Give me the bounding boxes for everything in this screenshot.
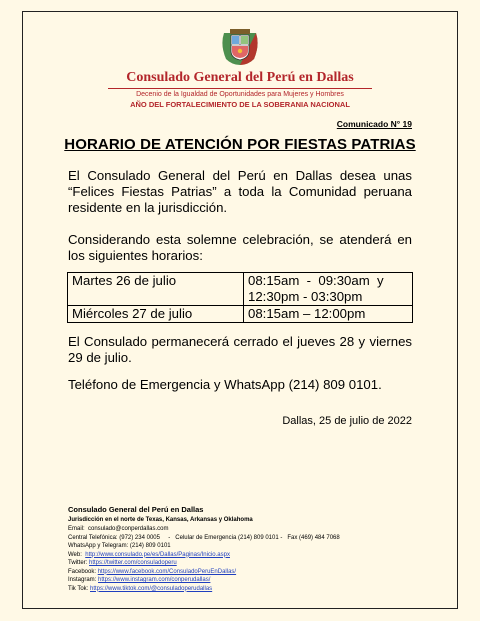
- twitter-link[interactable]: https://twitter.com/consuladoperu: [89, 560, 177, 566]
- hours-line: 12:30pm - 03:30pm: [248, 289, 363, 304]
- footer-whatsapp: WhatsApp y Telegram: (214) 809 0101: [68, 543, 171, 549]
- facebook-label: Facebook:: [68, 568, 98, 575]
- schedule-intro-paragraph: Considerando esta solemne celebración, se atenderá en los siguientes horarios:: [68, 232, 412, 263]
- emergency-phone-paragraph: Teléfono de Emergencia y WhatsApp (214) 809 0101.: [68, 377, 382, 392]
- closure-paragraph: El Consulado permanecerá cerrado el jueves 28 y viernes 29 de julio.: [68, 334, 412, 365]
- footer-email: Email: consulado@conperdallas.com: [68, 526, 169, 532]
- twitter-label: Twitter:: [68, 560, 90, 566]
- schedule-hours: [244, 306, 413, 323]
- consulate-title: Consulado General del Perú en Dallas: [126, 70, 354, 85]
- peru-coat-of-arms-icon: [218, 25, 262, 67]
- header-divider: [108, 88, 372, 89]
- hours-line: 08:15am – 12:00pm: [248, 306, 366, 321]
- document-title: HORARIO DE ATENCIÓN POR FIESTAS PATRIAS: [64, 136, 416, 153]
- footer-instagram: [68, 576, 340, 585]
- footer-jurisdiction: Jurisdicción en el norte de Texas, Kansas, Arkansas y Oklahoma: [68, 517, 253, 523]
- footer-tiktok: [68, 585, 340, 594]
- instagram-link[interactable]: https://www.instagram.com/conperudallas/: [98, 577, 211, 583]
- footer-title: Consulado General del Perú en Dallas: [68, 505, 204, 514]
- web-link[interactable]: http://www.consulado.pe/es/Dallas/Paginas/Inicio.aspx: [85, 551, 230, 558]
- table-row: [68, 273, 413, 306]
- schedule-day: Miércoles 27 de julio: [68, 306, 244, 323]
- table-row: [68, 306, 413, 323]
- footer-phones: Central Telefónica: (972) 234 0005 - Celular de Emergencia (214) 809 0101 - Fax (469) 484 7068: [68, 534, 340, 541]
- schedule-table: [67, 272, 413, 323]
- year-name: AÑO DEL FORTALECIMIENTO DE LA SOBERANIA NACIONAL: [130, 100, 350, 109]
- tiktok-label: Tik Tok:: [68, 585, 91, 592]
- footer-twitter: [68, 559, 340, 568]
- instagram-label: Instagram:: [68, 577, 99, 583]
- greeting-paragraph: El Consulado General del Perú en Dallas desea unas “Felices Fiestas Patrias” a toda la Comunidad peruana residente en la jurisdicción.: [68, 168, 412, 215]
- communique-number: Comunicado N° 19: [336, 119, 412, 129]
- web-label: Web:: [68, 551, 86, 558]
- schedule-hours: [244, 273, 413, 306]
- footer: [68, 504, 340, 593]
- facebook-link[interactable]: https://www.facebook.com/ConsuladoPeruEnDallas/: [97, 568, 237, 575]
- schedule-day: Martes 26 de julio: [68, 273, 244, 306]
- hours-line: 08:15am - 09:30am y: [248, 273, 384, 288]
- tiktok-link[interactable]: https://www.tiktok.com/@consuladoperudallas: [90, 585, 213, 592]
- document-date: Dallas, 25 de julio de 2022: [282, 415, 412, 427]
- footer-web: [68, 551, 340, 560]
- decenio-text: Decenio de la Igualdad de Oportunidades para Mujeres y Hombres: [136, 91, 344, 98]
- footer-facebook: [68, 568, 340, 577]
